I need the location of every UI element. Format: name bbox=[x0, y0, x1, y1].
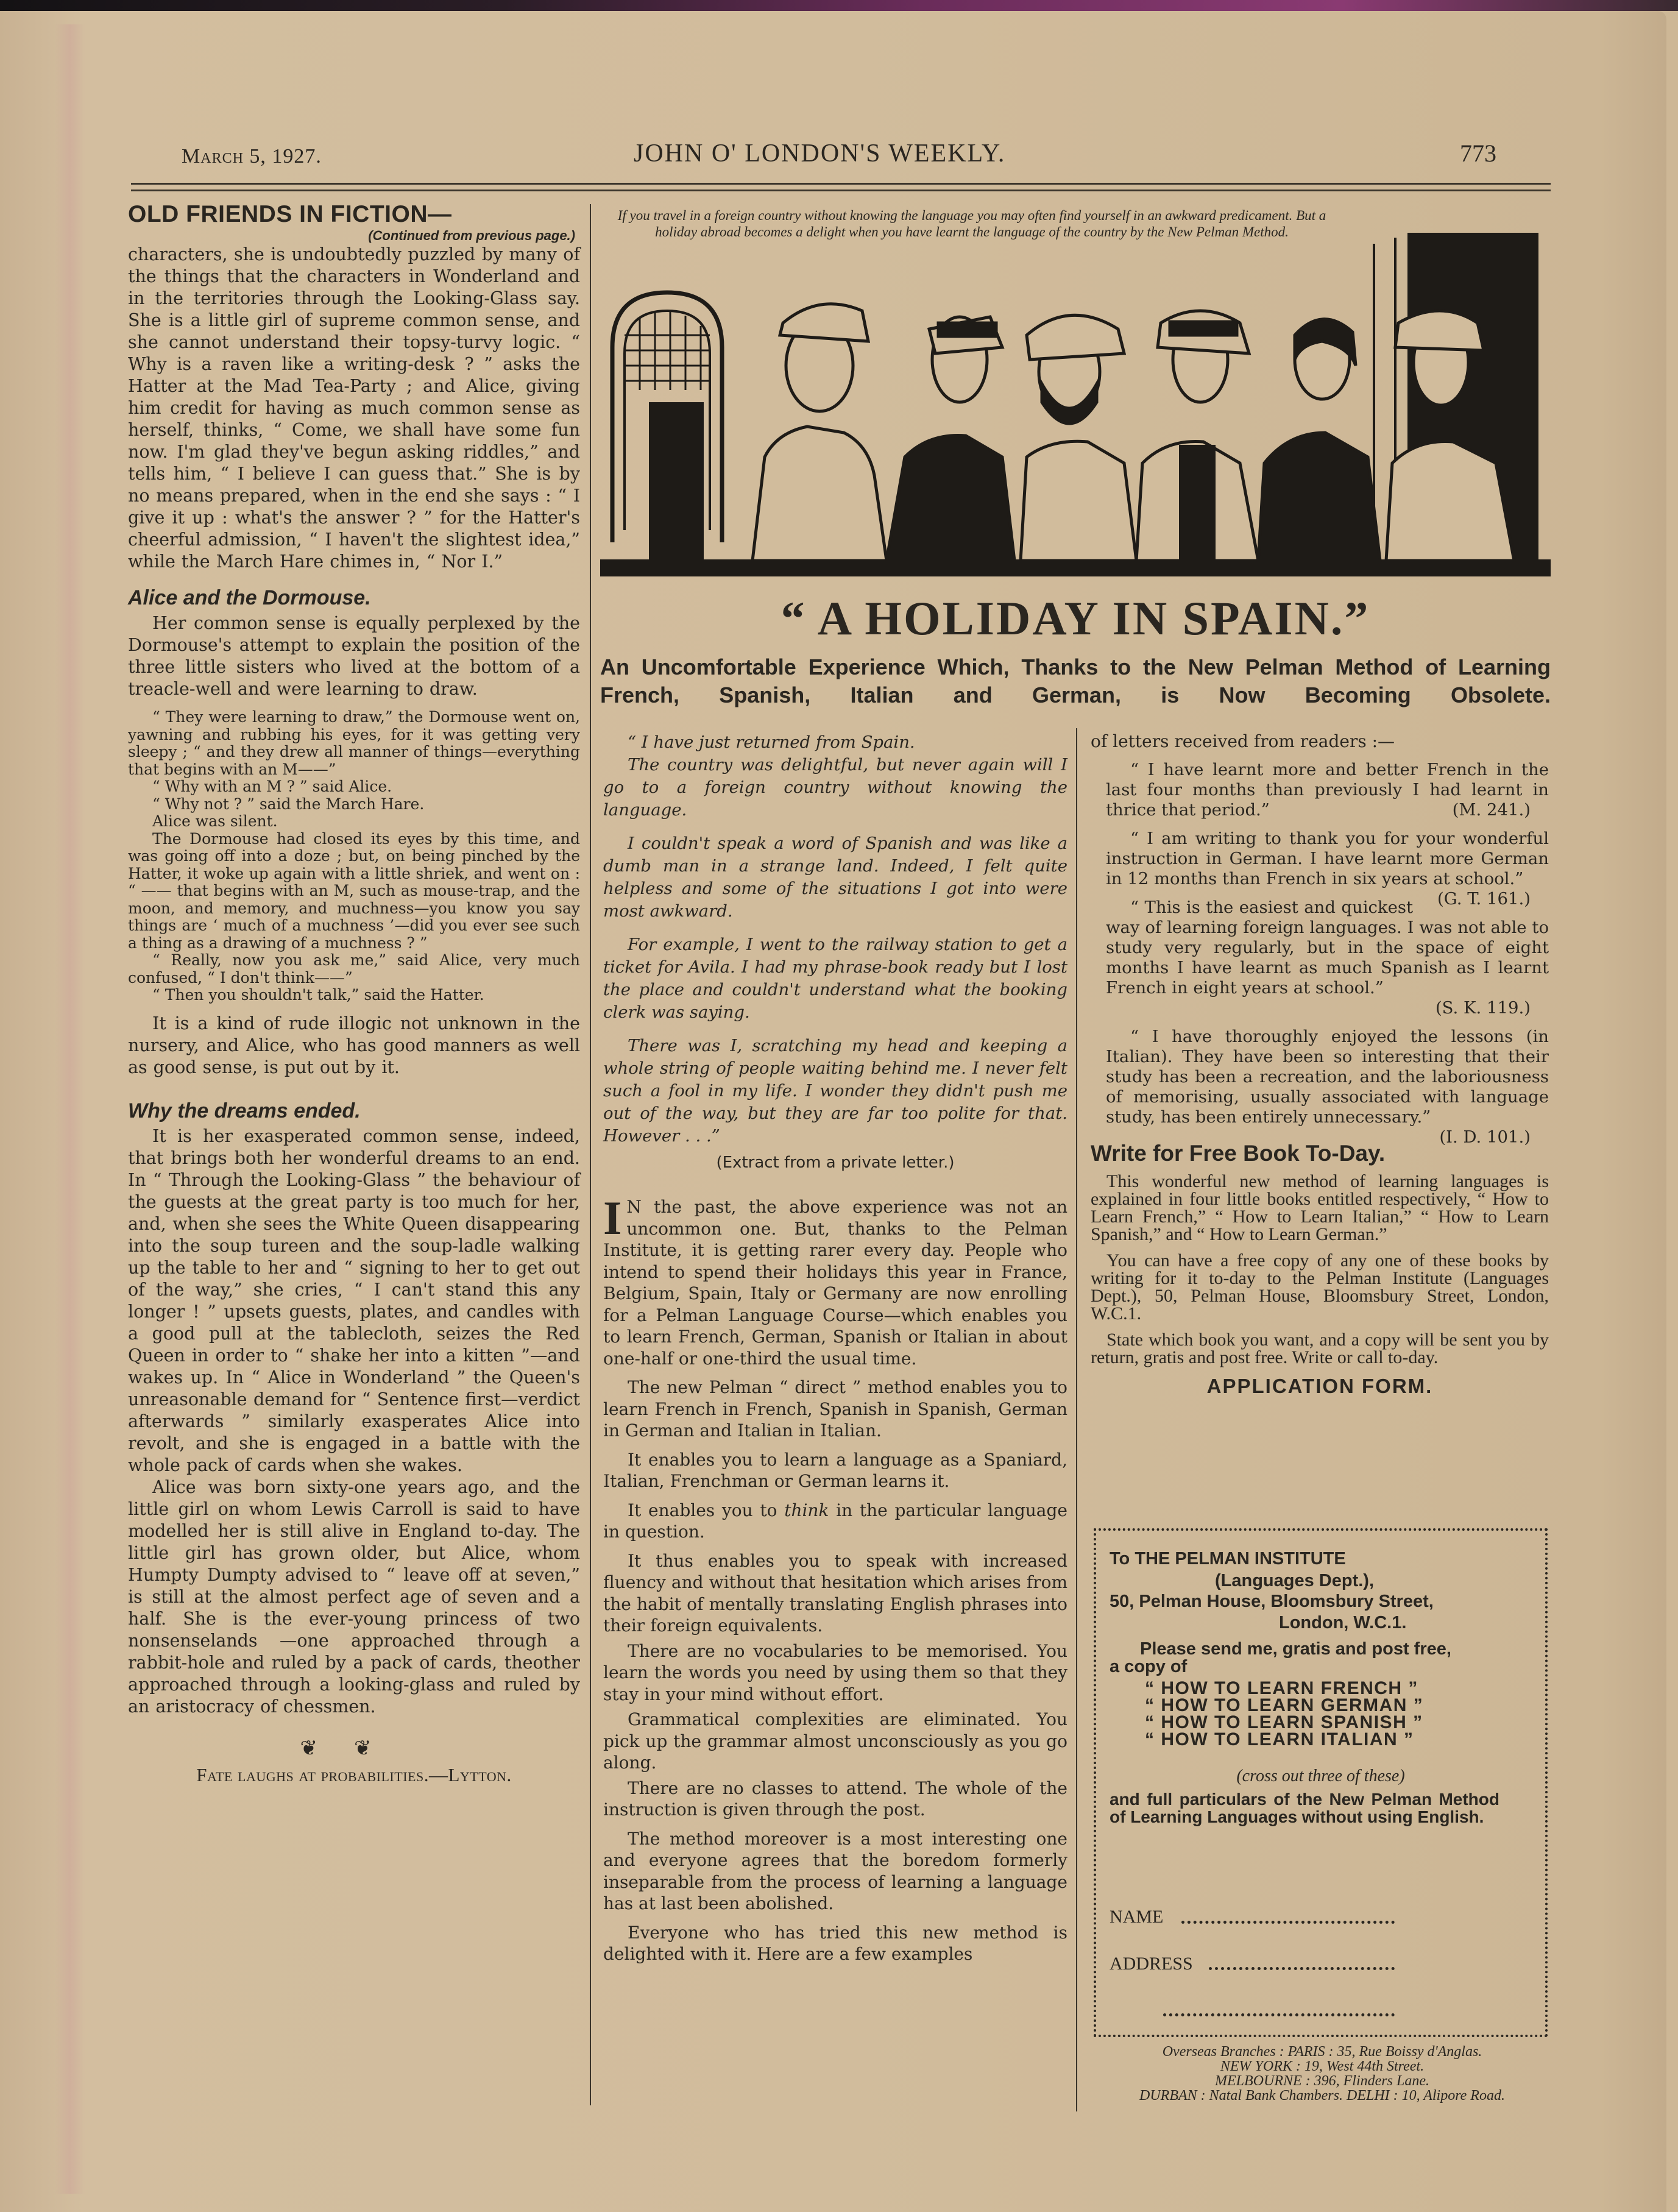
advert-body-paragraph: There are no classes to attend. The whole of the instruction is given through the post. bbox=[603, 1778, 1067, 1820]
branch-line: MELBOURNE : 396, Flinders Lane. bbox=[1215, 2073, 1429, 2089]
form-address-line: 50, Pelman House, Bloomsbury Street, bbox=[1110, 1592, 1434, 1611]
section1-paragraph: Her common sense is equally perplexed by the Dormouse's attempt to explain the position of the three little sisters who lived at the bottom of a treacle-well and were learning to draw. bbox=[128, 613, 580, 699]
form-particulars: and full particulars of the New Pelman Method of Learning Languages without using English. bbox=[1110, 1790, 1499, 1826]
testimonial-ref: (I. D. 101.) bbox=[1439, 1127, 1531, 1147]
testimonial bbox=[1091, 1027, 1549, 1147]
advert-body-paragraph: The new Pelman “ direct ” method enables you to learn French in French, Spanish in Spanish, German in German and Italian in Italian. bbox=[603, 1377, 1067, 1441]
testimonial-text: “ I am writing to thank you for your wonderful instruction in German. I have learnt more German in 12 months than French in six years at school.” bbox=[1106, 829, 1549, 888]
intro-text: N the past, the above experience was not an uncommon one. But, thanks to the Pelman Institute, it is getting rarer every day. People who intend to spend their holidays this year in France, Belgium, Spain, Italy or Germany are now enrolling for a Pelman Language Course—which enables you to learn French, German, Spanish or Italian in about one-half or one-third the usual time. bbox=[603, 1197, 1067, 1369]
dialogue-line: The Dormouse had closed its eyes by this time, and was going off into a doze ; but, on being pinched by the Hatter, it woke up again with a little shriek, and went on : “ —— that begins with an M, such as mouse-trap, and the moon, and memory, and muchness—you know you say things are ‘ much of a muchness ’—did you ever see such a thing as a drawing of a muchness ? ” bbox=[128, 829, 580, 952]
header-rule-bottom bbox=[131, 190, 1551, 191]
name-label: NAME bbox=[1110, 1907, 1164, 1927]
letter-paragraph: I couldn't speak a word of Spanish and was like a dumb man in a strange land. Indeed, I felt quite helpless and some of the situations I got into were most awkward. bbox=[603, 834, 1067, 921]
dialogue-line: “ Why with an M ? ” said Alice. bbox=[152, 778, 392, 795]
scan-top-edge bbox=[0, 0, 1678, 11]
testimonial bbox=[1091, 829, 1549, 909]
section2-paragraph: It is her exasperated common sense, indeed, that brings both her wonderful dreams to an end. In “ Through the Looking-Glass ” the behaviour of the guests at the great party is too much for her, and, when she sees the White Queen disappearing into the soup tureen and the soup-ladle walking up the table to her and “ signing to her to get out of the way,” she cries, “ I can't stand this any longer ! ” upsets guests, plates, and candles with a good pull at the tablecloth, seizes the Red Queen in order to “ shake her into a kitten ”—and wakes up. In “ Alice in Wonderland ” the Queen's unreasonable demand for “ Sentence first—verdict afterwards ” similarly exasperates Alice into revolt, and she is engaged in a battle with the whole pack of cards when she wakes. bbox=[128, 1125, 580, 1475]
advert-body-paragraph: There are no vocabularies to be memorised. You learn the words you need by using them so that they stay in your mind without effort. bbox=[603, 1640, 1067, 1704]
testimonial-text: “ I have thoroughly enjoyed the lessons (in Italian). They have been so interesting that their study has been a recreation, and the laboriousness of memorising, usually associated with language study, has been entirely unnecessary.” bbox=[1106, 1027, 1549, 1127]
advert-body-paragraph: Grammatical complexities are eliminated. You pick up the grammar almost unconsciously as you go along. bbox=[603, 1709, 1067, 1773]
branch-line: NEW YORK : 19, West 44th Street. bbox=[1220, 2058, 1425, 2074]
illustration-caption: If you travel in a foreign country without knowing the language you may often find yourself in an awkward predicament. But a holiday abroad becomes a delight when you have learnt the language of the country by the New Pelman Method. bbox=[617, 208, 1326, 239]
letter-source: (Extract from a private letter.) bbox=[716, 1154, 955, 1172]
crowd-at-ticket-office-drawing bbox=[600, 201, 1551, 579]
advert-body-paragraph: It thus enables you to speak with increased fluency and without that hesitation which arises from the habit of mentally translating English phrases into their foreign equivalents. bbox=[603, 1550, 1067, 1636]
dialogue-line: “ Then you shouldn't talk,” said the Hatter. bbox=[152, 986, 484, 1004]
advert-subheadline: An Uncomfortable Experience Which, Thanks to the New Pelman Method of Learning French, Spanish, Italian and German, is Now Becoming Obsolete. bbox=[600, 654, 1551, 707]
advert-body-paragraph: It enables you to learn a language as a Spaniard, Italian, Frenchman or German learns it. bbox=[603, 1449, 1067, 1491]
testimonial-ref: (G. T. 161.) bbox=[1437, 889, 1531, 909]
free-book-paragraph: You can have a free copy of any one of these books by writing for it to-day to the Pelman Institute (Languages Dept.), 50, Pelman House, Bloomsbury Street, London, W.C.1. bbox=[1091, 1250, 1549, 1324]
free-book-paragraph: This wonderful new method of learning languages is explained in four little books entitled respectively, “ How to Learn French,” “ How to Learn Italian,” “ How to Learn Spanish,” and “ How to Learn German.” bbox=[1091, 1171, 1549, 1244]
advert-body-intro bbox=[603, 1191, 1067, 1369]
form-instruction: (cross out three of these) bbox=[1236, 1767, 1405, 1785]
advert-body-paragraph: The method moreover is a most interesting one and everyone agrees that the boredom formerly inseparable from the process of learning a language has at last been abolished. bbox=[603, 1828, 1067, 1913]
letter-paragraph: For example, I went to the railway station to get a ticket for Avila. I had my phrase-book ready but I lost the place and couldn't understand what the booking clerk was saying. bbox=[603, 935, 1067, 1022]
address-field-line-2[interactable] bbox=[1163, 2013, 1395, 2016]
drop-cap: I bbox=[603, 1191, 622, 1244]
application-form-heading: APPLICATION FORM. bbox=[1206, 1375, 1433, 1397]
testimonial-text: “ I have learnt more and better French in the last four months than previously I had learnt in thrice that period.” bbox=[1106, 760, 1549, 820]
letter-paragraph: There was I, scratching my head and keeping a whole string of people waiting behind me. I never felt such a fool in my life. I wonder they didn't push me out of the way, but they are far too polite for that. However . . .” bbox=[603, 1036, 1067, 1146]
letter-paragraph: The country was delightful, but never again will I go to a foreign country without knowing the language. bbox=[603, 755, 1067, 820]
think-emphasis: think bbox=[784, 1500, 829, 1520]
name-field[interactable] bbox=[1181, 1921, 1395, 1924]
article-title: OLD FRIENDS IN FICTION— bbox=[128, 201, 452, 227]
free-book-paragraph: State which book you want, and a copy will be sent you by return, gratis and post free. Write or call to-day. bbox=[1091, 1330, 1549, 1367]
book-option-german[interactable]: “ HOW TO LEARN GERMAN ” bbox=[1145, 1695, 1424, 1715]
column-divider-right bbox=[1076, 728, 1077, 2111]
article-column bbox=[128, 201, 580, 1786]
continued-note: (Continued from previous page.) bbox=[368, 228, 575, 243]
advert-body-paragraph: Everyone who has tried this new method is delighted with it. Here are a few examples bbox=[603, 1922, 1067, 1964]
dialogue-line: “ Really, now you ask me,” said Alice, very much confused, “ I don't think——” bbox=[128, 951, 580, 987]
quotation-author: Lytton. bbox=[448, 1764, 512, 1785]
free-book-heading: Write for Free Book To-Day. bbox=[1091, 1141, 1386, 1166]
think-text-before: It enables you to bbox=[628, 1500, 785, 1520]
branch-line: DURBAN : Natal Bank Chambers. DELHI : 10, Alipore Road. bbox=[1139, 2088, 1505, 2104]
think-text-after: in the particular language in question. bbox=[603, 1500, 1067, 1542]
address-field[interactable] bbox=[1209, 1967, 1395, 1970]
book-option-french[interactable]: “ HOW TO LEARN FRENCH ” bbox=[1145, 1678, 1418, 1698]
section1-conclusion: It is a kind of rude illogic not unknown in the nursery, and Alice, who has good manners as well as good sense, is put out by it. bbox=[128, 1013, 580, 1077]
dialogue-line: Alice was silent. bbox=[152, 812, 278, 830]
article-intro: characters, she is undoubtedly puzzled by many of the things that the characters in Wonderland and in the territories through the Looking-Glass say. She is a little girl of supreme common sense, and she cannot understand their topsy-turvy logic. “ Why is a raven like a writing-desk ? ” asks the Hatter at the Mad Tea-Party ; and Alice, giving him credit for having as much common sense as herself, thinks, “ Come, we shall have some fun now. I'm glad they've begun asking riddles,” and tells him, “ I believe I can guess that.” She is by no means prepared, when in the end she says : “ I give it up : what's the answer ? ” for the Hatter's cheerful admission, “ I haven't the slightest idea,” while the March Hare chimes in, “ Nor I.” bbox=[128, 244, 580, 572]
section-heading-dormouse: Alice and the Dormouse. bbox=[128, 586, 371, 609]
form-request-line-2: a copy of bbox=[1110, 1657, 1188, 1676]
advert-illustration bbox=[600, 201, 1551, 579]
private-letter bbox=[603, 731, 1067, 1147]
advert-middle-column bbox=[603, 731, 1067, 1973]
dialogue-line: “ They were learning to draw,” the Dormouse went on, yawning and rubbing his eyes, for it was getting very sleepy ; “ and they drew all manner of things—everything that begins with an M——” bbox=[128, 708, 580, 778]
testimonial-ref: (M. 241.) bbox=[1452, 800, 1531, 820]
advert-body-think bbox=[603, 1500, 1067, 1543]
testimonial bbox=[1091, 898, 1549, 1018]
testimonial-text: “ This is the easiest and quickest way of learning foreign languages. I was not able to study very regularly, but in the space of eight months I have learnt as much Spanish as I learnt French in eight years at school.” bbox=[1106, 898, 1549, 998]
page-number: 773 bbox=[1460, 140, 1496, 167]
book-option-italian[interactable]: “ HOW TO LEARN ITALIAN ” bbox=[1145, 1729, 1414, 1749]
form-to-line: To THE PELMAN INSTITUTE bbox=[1110, 1549, 1346, 1569]
form-dept-line: (Languages Dept.), bbox=[1215, 1571, 1375, 1590]
binding-shadow bbox=[55, 24, 85, 2194]
address-label: ADDRESS bbox=[1110, 1954, 1193, 1974]
book-option-spanish[interactable]: “ HOW TO LEARN SPANISH ” bbox=[1145, 1712, 1423, 1732]
advert-right-column bbox=[1091, 731, 1549, 1411]
branch-line: Overseas Branches : PARIS : 35, Rue Boissy d'Anglas. bbox=[1162, 2044, 1482, 2060]
header-rule-top bbox=[131, 183, 1551, 185]
column-divider-left bbox=[590, 204, 591, 2105]
letters-intro: of letters received from readers :— bbox=[1091, 731, 1395, 751]
dialogue-line: “ Why not ? ” said the March Hare. bbox=[152, 795, 425, 813]
dormouse-dialogue bbox=[128, 709, 580, 1004]
issue-date: March 5, 1927. bbox=[182, 145, 322, 168]
section2-paragraph-2: Alice was born sixty-one years ago, and the little girl on whom Lewis Carroll is said to have modelled her is still alive in England to-day. The little girl has grown older, but Alice, whom Humpty Dumpty advised to “ leave off at seven,” is still at the almost perfect age of seven and a half. She is the ever-young princess of two nonsenselands —one approached through a rabbit-hole and ruled by a pack of cards, theother approached through a looking-glass and ruled by an aristocracy of chessmen. bbox=[128, 1476, 580, 1717]
form-request-line: Please send me, gratis and post free, bbox=[1140, 1639, 1451, 1659]
application-form[interactable] bbox=[1094, 1528, 1548, 2037]
quotation-text: Fate laughs at probabilities.— bbox=[196, 1764, 448, 1785]
letter-paragraph: “ I have just returned from Spain. bbox=[628, 732, 915, 752]
testimonial-ref: (S. K. 119.) bbox=[1435, 998, 1531, 1018]
running-header bbox=[0, 139, 1678, 175]
publication-title: JOHN O' LONDON'S WEEKLY. bbox=[634, 140, 1006, 168]
fleuron-icon: ❦❦ bbox=[300, 1735, 408, 1760]
overseas-branches bbox=[1091, 2044, 1554, 2103]
advert-headline: “ A HOLIDAY IN SPAIN.” bbox=[781, 592, 1370, 645]
form-city-line: London, W.C.1. bbox=[1279, 1613, 1407, 1632]
closing-quotation bbox=[128, 1764, 580, 1786]
testimonial bbox=[1091, 760, 1549, 820]
book-options bbox=[1145, 1680, 1486, 1748]
section-heading-dreams: Why the dreams ended. bbox=[128, 1099, 361, 1122]
